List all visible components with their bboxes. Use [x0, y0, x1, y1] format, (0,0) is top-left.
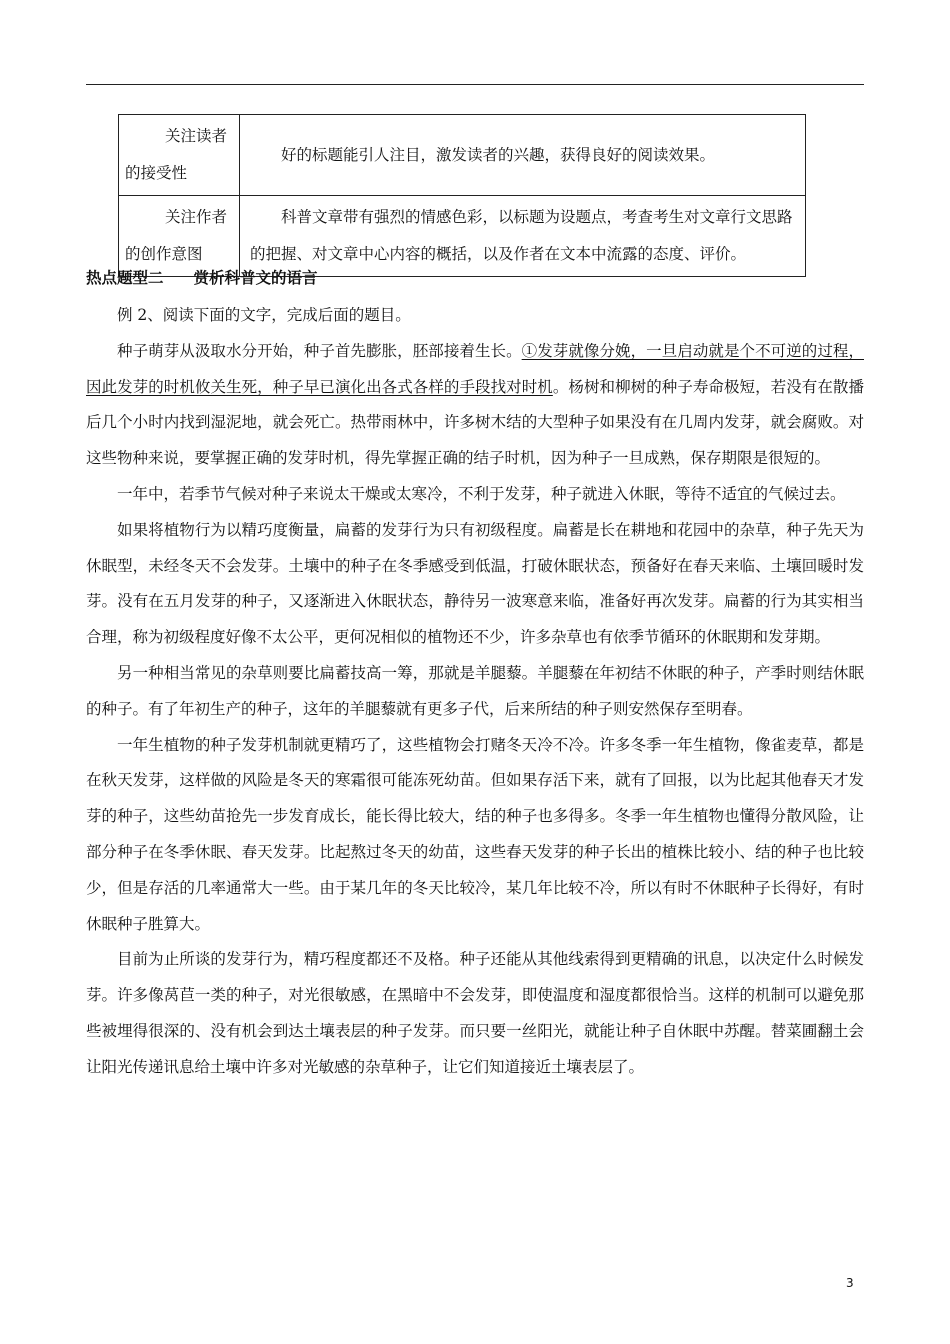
underlined-sentence: ①发芽就像分娩，一旦启动就是个不可逆的过程，因此发芽的时机攸关生死，种子早已演化出各式各样的手段找对时机: [86, 341, 864, 396]
page-number: 3: [846, 1276, 854, 1290]
paragraph-2: 一年中，若季节气候对种子来说太干燥或太寒冷，不利于发芽，种子就进入休眠，等待不适宜的气候过去。: [117, 484, 846, 503]
row-description: 科普文章带有强烈的情感色彩，以标题为设题点，考查考生对文章行文思路的把握、对文章中心内容的概括，以及作者在文本中流露的态度、评价。: [240, 196, 806, 277]
row-label-line1: 关注读者: [165, 127, 228, 145]
paragraph-1-rest: 。杨树和柳树的种子寿命极短，若没有在散播后几个小时内找到湿泥地，就会死亡。热带雨林中，许多树木结的大型种子如果没有在几周内发芽，就会腐败。对这些物种来说，要掌握正确的发芽时机，得先掌握正确的结子时机，因为种子一旦成熟，保存期限是很短的。: [86, 377, 864, 468]
row-label: [119, 115, 240, 196]
section-title-prefix: 热点题型二: [86, 268, 164, 287]
section-title-text: 赏析科普文的语言: [193, 268, 318, 287]
row-label-line2: 的创作意图: [125, 245, 203, 263]
table-row: [119, 115, 806, 196]
row-label-line2: 的接受性: [125, 164, 188, 182]
paragraph-5: 一年生植物的种子发芽机制就更精巧了，这些植物会打赌冬天冷不冷。许多冬季一年生植物，像雀麦草，都是在秋天发芽，这样做的风险是冬天的寒霜很可能冻死幼苗。但如果存活下来，就有了回报，以为比起其他春天才发芽的种子，这些幼苗抢先一步发育成长，能长得比较大，结的种子也多得多。冬季一年生植物也懂得分散风险，让部分种子在冬季休眠、春天发芽。比起熬过冬天的幼苗，这些春天发芽的种子长出的植株比较小、结的种子也比较少，但是存活的几率通常大一些。由于某几年的冬天比较冷，某几年比较不冷，所以有时不休眠种子长得好，有时休眠种子胜算大。: [86, 735, 864, 933]
paragraph-6: 目前为止所谈的发芽行为，精巧程度都还不及格。种子还能从其他线索得到更精确的讯息，以决定什么时候发芽。许多像莴苣一类的种子，对光很敏感，在黑暗中不会发芽，即使温度和湿度都很恰当。这样的机制可以避免那些被埋得很深的、没有机会到达土壤表层的种子发芽。而只要一丝阳光，就能让种子自休眠中苏醒。替菜圃翻土会让阳光传递讯息给土壤中许多对光敏感的杂草种子，让它们知道接近土壤表层了。: [86, 950, 864, 1076]
paragraph-4: 另一种相当常见的杂草则要比扁蓄技高一筹，那就是羊腿藜。羊腿藜在年初结不休眠的种子，产季时则结休眠的种子。有了年初生产的种子，这年的羊腿藜就有更多子代，后来所结的种子则安然保存至明春。: [86, 663, 864, 718]
row-description: 好的标题能引人注目，激发读者的兴趣，获得良好的阅读效果。: [240, 115, 806, 196]
section-title: [86, 266, 864, 288]
paragraph-1-lead: 种子萌芽从汲取水分开始，种子首先膨胀，胚部接着生长。: [117, 341, 522, 360]
article-body: [86, 298, 864, 1086]
paragraph-3: 如果将植物行为以精巧度衡量，扁蓄的发芽行为只有初级程度。扁蓄是长在耕地和花园中的杂草，种子先天为休眠型，未经冬天不会发芽。土壤中的种子在冬季感受到低温，打破休眠状态，预备好在春天来临、土壤回暖时发芽。没有在五月发芽的种子，又逐渐进入休眠状态，静待另一波寒意来临，准备好再次发芽。扁蓄的行为其实相当合理，称为初级程度好像不太公平，更何况相似的植物还不少，许多杂草也有依季节循环的休眠期和发芽期。: [86, 520, 864, 647]
table-row: [119, 196, 806, 277]
paragraph-1: [86, 334, 864, 477]
header-rule: [86, 84, 864, 85]
row-label-line1: 关注作者: [165, 208, 228, 226]
example-intro: 例 2、阅读下面的文字，完成后面的题目。: [117, 306, 411, 324]
summary-table: [118, 114, 806, 277]
row-label: [119, 196, 240, 277]
